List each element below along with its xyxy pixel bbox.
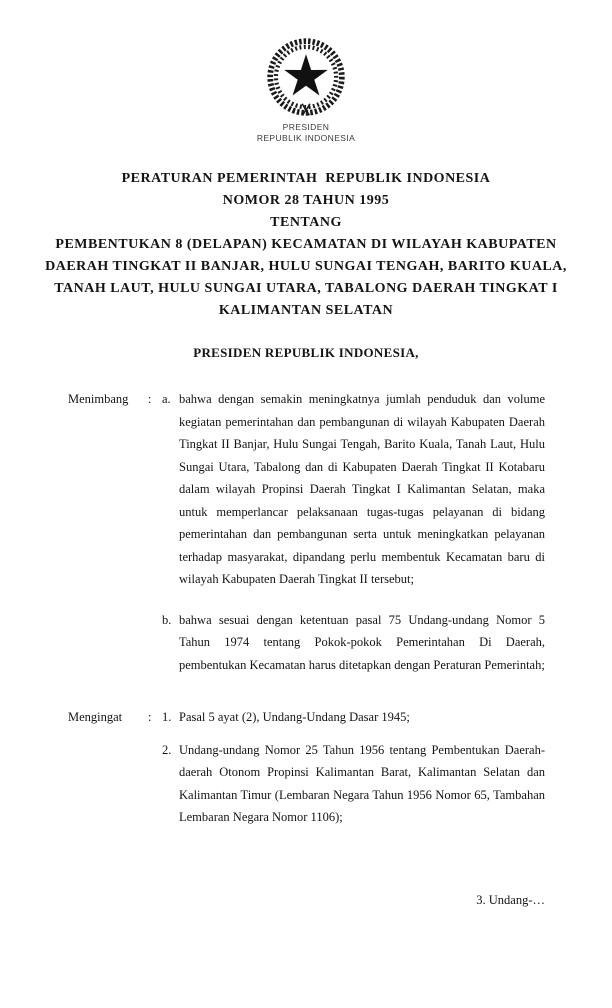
clause-label: Mengingat [68,710,123,724]
item-text: Undang-undang Nomor 25 Tahun 1956 tentang Pembentukan Daerah-daerah Otonom Propinsi Kalimantan Barat, Kalimantan Selatan dan Kalimantan Timur (Lembaran Negara Tahun 1956 Nomor 65, Tambahan Lembaran Negara Nomor 1106); [179,742,545,824]
clause-mengingat [68,706,545,839]
star-wreath-emblem-icon [263,34,349,120]
title-line-1: PERATURAN PEMERINTAH REPUBLIK INDONESIA [121,171,491,186]
item-marker: a. [162,392,171,406]
title-line-6: TANAH LAUT, HULU SUNGAI UTARA, TABALONG DAERAH TINGKAT I [54,281,558,296]
item-text: Pasal 5 ayat (2), Undang-Undang Dasar 1945; [179,710,410,724]
clause-items [162,388,545,676]
org-name-line2: REPUBLIK INDONESIA [256,133,356,143]
consideration-item-b [162,609,545,677]
clause-label: Menimbang [68,392,129,406]
item-marker: 1. [162,710,172,724]
document-title [0,168,612,322]
clause-items [162,706,545,839]
clause-colon: : [148,710,152,724]
title-line-4: PEMBENTUKAN 8 (DELAPAN) KECAMATAN DI WILAYAH KABUPATEN [55,237,557,252]
clause-colon: : [148,392,152,406]
item-marker: b. [162,612,172,627]
title-line-5: DAERAH TINGKAT II BANJAR, HULU SUNGAI TENGAH, BARITO KUALA, [45,259,567,274]
consideration-item-a [162,388,545,591]
title-line-3: TENTANG [270,215,342,230]
title-line-7: KALIMANTAN SELATAN [218,303,394,318]
title-line-2: NOMOR 28 TAHUN 1995 [222,193,390,208]
item-text: bahwa dengan semakin meningkatnya jumlah penduduk dan volume kegiatan pemerintahan dan pembangunan di wilayah Kabupaten Daerah Tingkat II Banjar, Hulu Sungai Tengah, Barito Kuala, Tanah Laut, Hulu Sungai Utara, Tabalong dan di Kabupaten Daerah Tingkat II Kotabaru dalam wilayah Propinsi Daerah Tingkat I Kalimantan Selatan, maka untuk memperlancar pelaksanaan tugas-tugas pelayanan di bidang pemerintahan dan pembangunan serta untuk meningkatkan pelayanan terhadap masyarakat, dipandang perlu membentuk Kecamatan baru di wilayah Kabupaten Daerah Tingkat II tersebut; [179,392,545,586]
item-marker: 2. [162,742,172,757]
document-header [0,0,612,144]
legal-basis-item-1 [162,706,545,729]
clause-menimbang [68,388,545,676]
item-text: bahwa sesuai dengan ketentuan pasal 75 Undang-undang Nomor 5 Tahun 1974 tentang Pokok-pokok Pemerintahan Di Daerah, pembentukan Kecamatan harus ditetapkan dengan Peraturan Pemerintah; [179,612,545,672]
org-name-line1: PRESIDEN [282,122,330,132]
page-catchword: 3. Undang-… [476,893,545,907]
salutation: PRESIDEN REPUBLIK INDONESIA, [193,345,419,360]
org-name [0,122,612,144]
preamble [68,388,545,839]
legal-basis-item-2 [162,739,545,829]
